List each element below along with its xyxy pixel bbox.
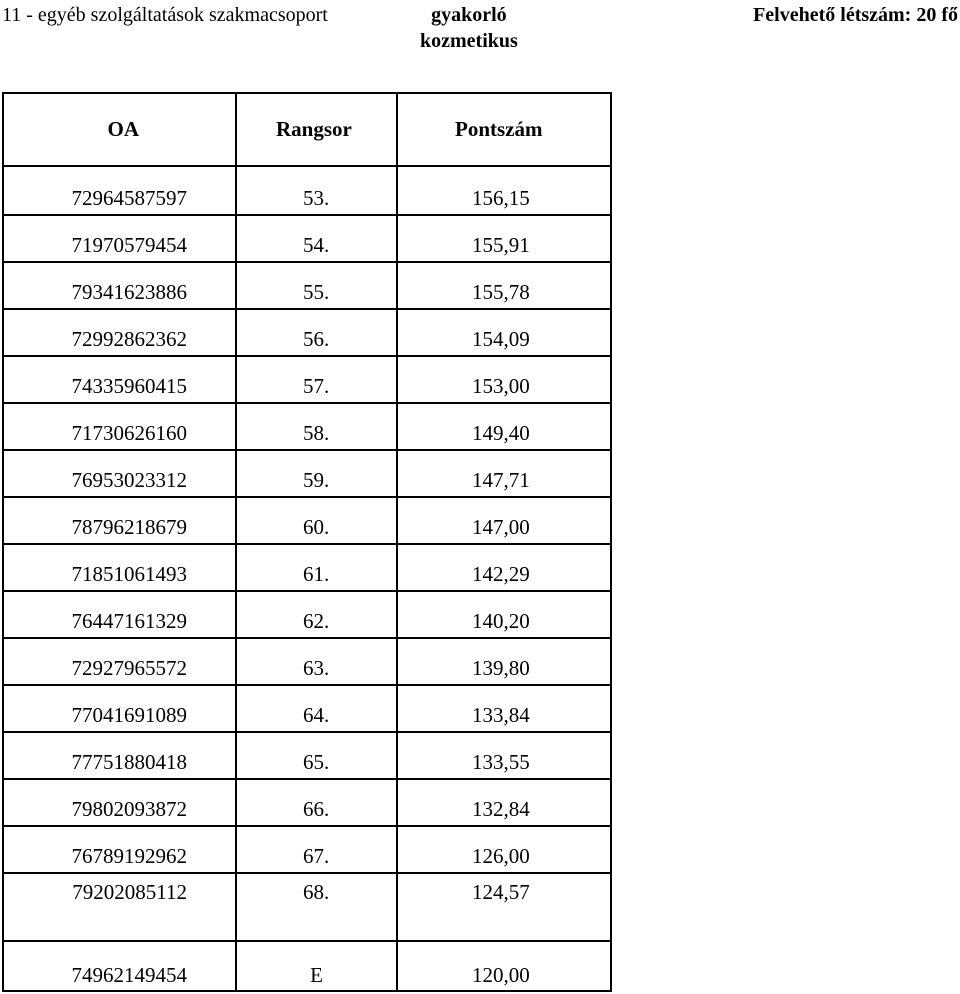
- oa-cell: 71730626160: [3, 403, 236, 450]
- rank-cell: 54.: [236, 215, 397, 262]
- table-header-row: [3, 93, 611, 166]
- extra-ranking-table: [2, 940, 612, 992]
- oa-cell: 78796218679: [3, 497, 236, 544]
- column-header-rank: Rangsor: [236, 93, 397, 166]
- points-cell: 155,91: [397, 215, 611, 262]
- rank-cell: 61.: [236, 544, 397, 591]
- table-row: [3, 685, 611, 732]
- points-cell: 153,00: [397, 356, 611, 403]
- oa-cell: 77041691089: [3, 685, 236, 732]
- table-row: [3, 873, 611, 941]
- rank-cell: 58.: [236, 403, 397, 450]
- rank-cell: 53.: [236, 166, 397, 215]
- points-cell: 149,40: [397, 403, 611, 450]
- oa-cell: 76953023312: [3, 450, 236, 497]
- oa-cell: 76789192962: [3, 826, 236, 873]
- oa-cell: 72927965572: [3, 638, 236, 685]
- oa-cell: 71851061493: [3, 544, 236, 591]
- points-cell: 132,84: [397, 779, 611, 826]
- oa-cell: 77751880418: [3, 732, 236, 779]
- oa-cell: 71970579454: [3, 215, 236, 262]
- oa-cell: 76447161329: [3, 591, 236, 638]
- oa-cell: 74962149454: [3, 941, 236, 991]
- program-name-line2: kozmetikus: [420, 30, 518, 52]
- rank-cell: 56.: [236, 309, 397, 356]
- oa-cell: 72992862362: [3, 309, 236, 356]
- table-row: [3, 356, 611, 403]
- oa-cell: 79202085112: [3, 873, 236, 941]
- table-row: [3, 732, 611, 779]
- oa-cell: 79341623886: [3, 262, 236, 309]
- table-row: [3, 497, 611, 544]
- table-row: [3, 450, 611, 497]
- rank-cell: 63.: [236, 638, 397, 685]
- extra-ranking-table-body: [3, 941, 611, 991]
- table-row: [3, 309, 611, 356]
- points-cell: 147,00: [397, 497, 611, 544]
- points-cell: 120,00: [397, 941, 611, 991]
- points-cell: 140,20: [397, 591, 611, 638]
- table-row: [3, 166, 611, 215]
- points-cell: 147,71: [397, 450, 611, 497]
- points-cell: 139,80: [397, 638, 611, 685]
- table-row: [3, 544, 611, 591]
- points-cell: 156,15: [397, 166, 611, 215]
- column-header-points: Pontszám: [397, 93, 611, 166]
- rank-cell: 67.: [236, 826, 397, 873]
- program-name-line1: gyakorló: [431, 4, 507, 26]
- table-row: [3, 591, 611, 638]
- table-row: [3, 779, 611, 826]
- rank-cell: E: [236, 941, 397, 991]
- oa-cell: 79802093872: [3, 779, 236, 826]
- points-cell: 126,00: [397, 826, 611, 873]
- rank-cell: 62.: [236, 591, 397, 638]
- oa-cell: 72964587597: [3, 166, 236, 215]
- program-name: [420, 2, 518, 54]
- ranking-table: [2, 92, 612, 942]
- rank-cell: 59.: [236, 450, 397, 497]
- oa-cell: 74335960415: [3, 356, 236, 403]
- points-cell: 124,57: [397, 873, 611, 941]
- table-row: [3, 403, 611, 450]
- group-category: 11 - egyéb szolgáltatások szakmacsoport: [2, 4, 328, 26]
- rank-cell: 57.: [236, 356, 397, 403]
- rank-cell: 68.: [236, 873, 397, 941]
- rank-cell: 55.: [236, 262, 397, 309]
- rank-cell: 65.: [236, 732, 397, 779]
- rank-cell: 60.: [236, 497, 397, 544]
- table-row: [3, 262, 611, 309]
- points-cell: 133,55: [397, 732, 611, 779]
- capacity-label: Felvehető létszám: 20 fő: [753, 4, 958, 26]
- points-cell: 133,84: [397, 685, 611, 732]
- points-cell: 142,29: [397, 544, 611, 591]
- rank-cell: 66.: [236, 779, 397, 826]
- column-header-oa: OA: [3, 93, 236, 166]
- ranking-table-body: [3, 166, 611, 941]
- table-row: [3, 941, 611, 991]
- table-row: [3, 215, 611, 262]
- points-cell: 154,09: [397, 309, 611, 356]
- table-row: [3, 826, 611, 873]
- rank-cell: 64.: [236, 685, 397, 732]
- points-cell: 155,78: [397, 262, 611, 309]
- table-row: [3, 638, 611, 685]
